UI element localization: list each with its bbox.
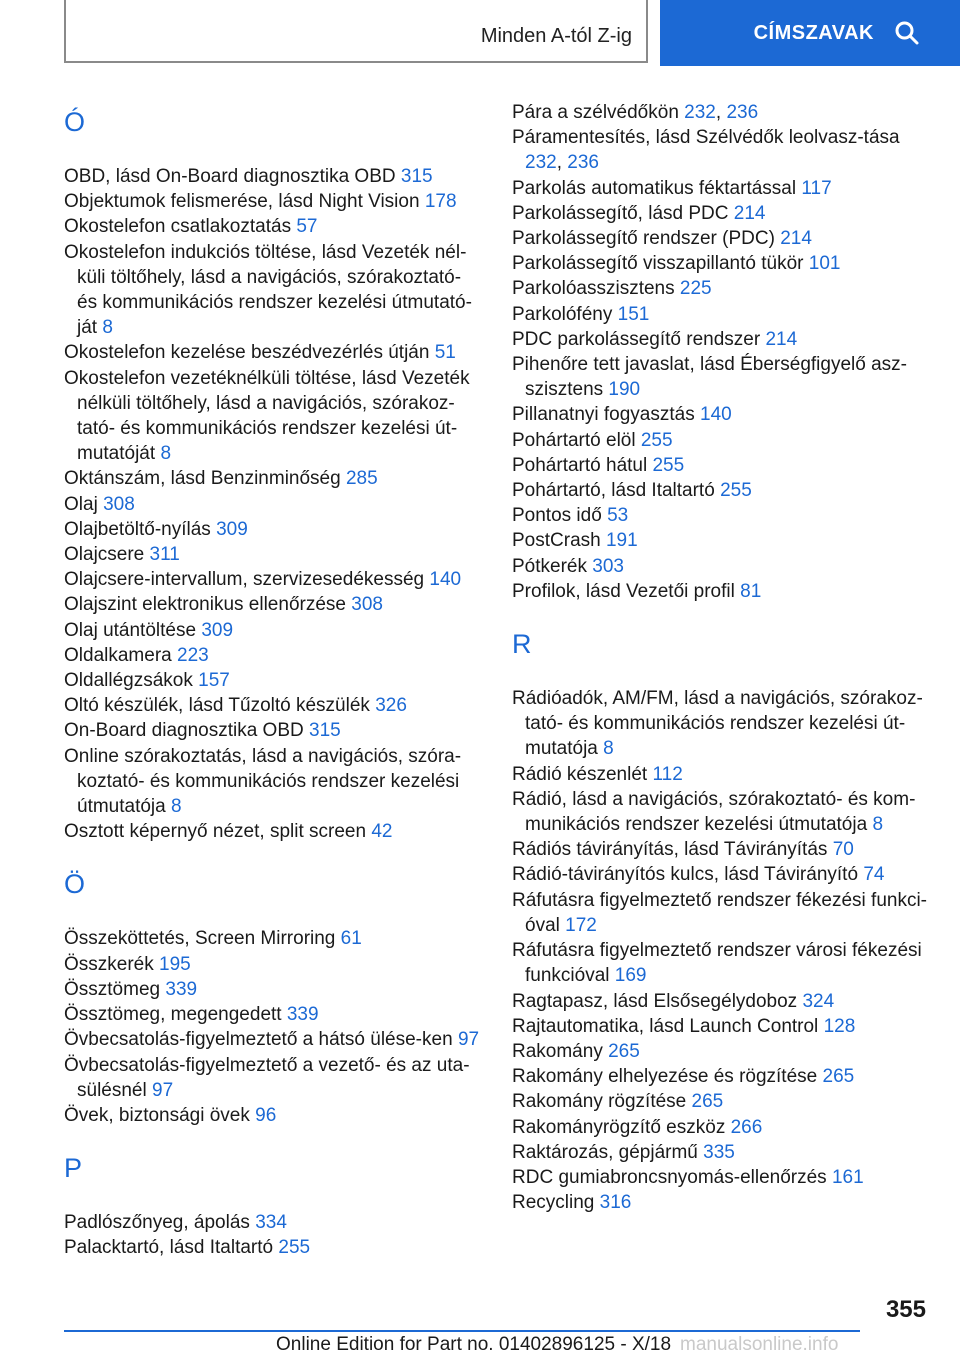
page-link[interactable]: 255: [720, 480, 752, 502]
page-link[interactable]: 232: [684, 102, 716, 123]
index-entry-text: Övek, biztonsági övek: [64, 1104, 250, 1126]
index-entry: [512, 226, 932, 251]
index-entry-text: Rajtautomatika, lásd Launch Control: [512, 1015, 819, 1037]
index-entry-pages: [429, 569, 461, 590]
index-entry: [512, 201, 932, 226]
index-entry: [64, 618, 484, 643]
page-link[interactable]: 96: [255, 1104, 277, 1126]
index-entry-pages: [401, 166, 433, 187]
page-link[interactable]: 225: [679, 278, 712, 300]
index-entry: [64, 668, 484, 693]
index-entry-text: Rádióadók, AM/FM, lásd a navigációs, szórakoz-tató- és kommunikációs rendszer kezelési út-mutatója: [512, 688, 923, 760]
page-link[interactable]: 178: [424, 191, 457, 213]
index-entry-text: Rádió készenlét: [512, 763, 648, 785]
index-entry-text: Parkolássegítő rendszer (PDC): [512, 228, 775, 250]
index-entry-pages: [435, 342, 456, 363]
index-entry: [512, 1089, 932, 1114]
page-link[interactable]: 42: [371, 821, 393, 843]
index-entry: [64, 926, 484, 951]
index-entry-pages: [607, 505, 628, 526]
index-entry-text: Ráfutásra figyelmeztető rendszer fékezési funkci-óval: [512, 889, 928, 936]
page-link[interactable]: 236: [567, 152, 599, 174]
footer-divider: [64, 1330, 860, 1332]
index-entry-text: Oltó készülék, lásd Tűzoltó készülék: [64, 695, 370, 717]
page-link[interactable]: 101: [808, 253, 841, 275]
index-entry-text: Övbecsatolás-figyelmeztető a hátsó ülése-ken: [64, 1029, 453, 1051]
page-link[interactable]: 309: [216, 518, 248, 540]
index-entry-pages: [152, 1080, 173, 1101]
page-link[interactable]: 169: [614, 965, 647, 987]
index-entry: [64, 492, 484, 517]
index-entry-text: Parkolás automatikus féktartással: [512, 177, 797, 199]
page-link[interactable]: 214: [765, 328, 798, 350]
index-entry-pages: [823, 1066, 855, 1087]
index-entry: [64, 1002, 484, 1027]
page-link[interactable]: 140: [700, 404, 732, 426]
index-entry-pages: [608, 1041, 640, 1062]
index-entry: [64, 693, 484, 718]
index-entry-text: RDC gumiabroncsnyomás-ellenőrzés: [512, 1166, 827, 1188]
index-entry: [64, 366, 484, 467]
index-entry: [512, 1115, 932, 1140]
index-entry-pages: [102, 317, 113, 338]
index-entry-text: Olaj: [64, 493, 98, 515]
index-entry-text: Parkolássegítő visszapillantó tükör: [512, 253, 804, 275]
index-entry-text: Palacktartó, lásd Italtartó: [64, 1237, 274, 1259]
index-entry: [512, 762, 932, 787]
tab-keywords-label: CÍMSZAVAK: [753, 21, 874, 44]
index-entry: [512, 787, 932, 837]
index-entry-text: Pontos idő: [512, 505, 602, 527]
index-entry-text: Pohártartó hátul: [512, 454, 648, 476]
page-link[interactable]: 8: [603, 738, 614, 760]
index-entry-pages: [565, 915, 597, 936]
index-entry-pages: [863, 864, 884, 885]
index-entry: [64, 744, 484, 820]
page-link[interactable]: 303: [592, 555, 624, 577]
index-entry-text: Parkolófény: [512, 303, 613, 325]
index-entry-pages: [680, 278, 712, 299]
index-entry: [64, 643, 484, 668]
index-entry-pages: [198, 670, 230, 691]
index-entry: [512, 579, 932, 604]
page-link[interactable]: 8: [160, 443, 172, 465]
index-entry-pages: [296, 216, 317, 237]
index-entry-pages: [720, 480, 752, 501]
index-entry-text: Ragtapasz, lásd Elsősegélydoboz: [512, 990, 798, 1012]
page-link[interactable]: 128: [823, 1015, 856, 1037]
index-entry-text: PostCrash: [512, 530, 601, 552]
index-entry-text: Össztömeg, megengedett: [64, 1004, 282, 1026]
page-link[interactable]: 8: [102, 317, 113, 339]
index-entry: [64, 466, 484, 491]
index-entry-text: PDC parkolássegítő rendszer: [512, 328, 761, 350]
index-entry-pages: [606, 530, 638, 551]
page-link[interactable]: 324: [802, 990, 835, 1012]
index-entry-text: Recycling: [512, 1192, 595, 1214]
section-letter: P: [64, 1153, 83, 1184]
index-entry-pages: [592, 556, 624, 577]
page-link[interactable]: 316: [599, 1192, 632, 1214]
index-entry-pages: [652, 764, 682, 785]
index-entry-text: Rakomány: [512, 1040, 603, 1062]
index-entry-pages: [371, 821, 392, 842]
index-entry: [64, 214, 484, 239]
index-entry-pages: [177, 645, 209, 666]
index-entry-pages: [700, 404, 732, 425]
page-link[interactable]: 74: [863, 864, 885, 886]
index-entry-text: Pára a szélvédőkön: [512, 102, 679, 123]
tab-a-to-z-label: Minden A-tól Z-ig: [480, 25, 632, 47]
page-number: 355: [885, 1296, 926, 1323]
index-entry-pages: [201, 620, 233, 641]
index-entry-pages: [346, 468, 378, 489]
page-link[interactable]: 81: [740, 580, 762, 602]
index-entry-pages: [734, 203, 766, 224]
top-navigation: [0, 0, 960, 66]
page-link[interactable]: 265: [691, 1091, 724, 1113]
index-entry-pages: [341, 928, 362, 949]
page-link[interactable]: 308: [103, 493, 135, 515]
index-entry: [64, 517, 484, 542]
index-entry: [512, 503, 932, 528]
index-entry-text: Objektumok felismerése, lásd Night Vision: [64, 191, 420, 213]
page-link[interactable]: 265: [608, 1040, 640, 1062]
page-link[interactable]: 315: [400, 166, 433, 187]
index-entry-pages: [278, 1237, 310, 1258]
index-entry: [512, 100, 932, 125]
index-entry-text: Oldallégzsákok: [64, 670, 193, 692]
index-entry: [512, 125, 932, 175]
page-link[interactable]: 315: [309, 720, 341, 742]
page-link[interactable]: 190: [608, 379, 641, 401]
page-link[interactable]: 232: [525, 152, 557, 174]
index-entry-text: Rakományrögzítő eszköz: [512, 1116, 726, 1138]
index-entry-text: Összkerék: [64, 953, 154, 975]
page-link[interactable]: 335: [703, 1141, 735, 1163]
index-entry: [64, 1210, 484, 1235]
section-letter: Ö: [64, 869, 86, 900]
index-entry-text: Okostelefon csatlakoztatás: [64, 216, 292, 238]
page-link[interactable]: 223: [177, 644, 209, 666]
index-entry: [512, 837, 932, 862]
index-entry-text: Oktánszám, lásd Benzinminőség: [64, 468, 341, 490]
page-link[interactable]: 161: [831, 1166, 864, 1188]
index-entry-text: Olajcsere-intervallum, szervizesedékesség: [64, 569, 425, 591]
footer-edition: Online Edition for Part no. 01402896125 - X/18: [276, 1334, 672, 1355]
index-entry: [512, 402, 932, 427]
index-entry-text: Raktározás, gépjármű: [512, 1141, 698, 1163]
index-entry-text: Parkolássegítő, lásd PDC: [512, 202, 729, 224]
page-link[interactable]: 53: [607, 505, 629, 527]
index-entry: [64, 592, 484, 617]
index-entry-pages: [740, 581, 761, 602]
index-entry-pages: [608, 379, 640, 400]
index-entry: [512, 478, 932, 503]
index-entry: [512, 1140, 932, 1165]
index-column-left: [64, 100, 484, 1261]
footer-watermark: manualsonline.info: [680, 1334, 839, 1355]
page-link[interactable]: 151: [617, 303, 650, 325]
index-entry-text: Oldalkamera: [64, 644, 172, 666]
index-entry-text: Olajcsere: [64, 544, 145, 566]
page-link[interactable]: 117: [801, 177, 832, 199]
index-entry-text: Okostelefon vezetéknélküli töltése, lásd Vezeték nélküli töltőhely, lásd a navigációs, szórakoz-tató- és kommunikációs rendszer kezelési út-mutatóját: [64, 367, 470, 465]
index-entry-pages: [765, 329, 797, 350]
page-link[interactable]: 191: [605, 530, 638, 552]
page-link[interactable]: 214: [733, 202, 766, 224]
index-entry-pages: [287, 1004, 319, 1025]
index-entry: [512, 1014, 932, 1039]
index-entry-text: Okostelefon kezelése beszédvezérlés útján: [64, 342, 430, 364]
index-entry: [64, 340, 484, 365]
index-entry: [64, 977, 484, 1002]
index-column-right: [512, 100, 932, 1215]
index-entry-text: Pohártartó, lásd Italtartó: [512, 480, 715, 502]
index-entry-text: Okostelefon indukciós töltése, lásd Vezeték nél-küli töltőhely, lásd a navigációs, szórakoztató- és kommunikációs rendszer kezelési útmutató-ját: [64, 241, 472, 339]
index-entry: [512, 453, 932, 478]
page-link[interactable]: 255: [640, 429, 673, 451]
index-entry-pages: [160, 443, 171, 464]
index-entry-text: Összeköttetés, Screen Mirroring: [64, 928, 336, 950]
page-link[interactable]: 172: [565, 914, 597, 936]
index-entry: [512, 176, 932, 201]
index-entry-text: OBD, lásd On-Board diagnosztika OBD: [64, 166, 396, 187]
index-entry: [512, 989, 932, 1014]
page-link[interactable]: 70: [832, 839, 854, 861]
index-entry: [64, 164, 484, 189]
index-entry-pages: [150, 544, 180, 565]
index-entry-pages: [425, 191, 457, 212]
index-entry-text: Rádió-távirányítós kulcs, lásd Távirányító: [512, 864, 859, 886]
index-entry-text: Övbecsatolás-figyelmeztető a vezető- és az uta-sülésnél: [64, 1054, 470, 1101]
index-entry: [64, 819, 484, 844]
index-entry-text: Pótkerék: [512, 555, 587, 577]
index-entry-text: Parkolóasszisztens: [512, 278, 675, 300]
page-link[interactable]: 236: [726, 102, 759, 123]
index-entry-text: Rakomány elhelyezése és rögzítése: [512, 1066, 818, 1088]
page-link[interactable]: 112: [652, 763, 683, 785]
index-entry-pages: [833, 839, 854, 860]
index-entry: [64, 240, 484, 341]
index-entry-pages: [731, 1117, 763, 1138]
index-entry-text: Padlószőnyeg, ápolás: [64, 1212, 250, 1234]
page-link[interactable]: 309: [201, 619, 234, 641]
index-entry-text: Olajbetöltő-nyílás: [64, 518, 211, 540]
index-entry-pages: [603, 738, 614, 759]
index-entry: [512, 528, 932, 553]
page-link[interactable]: 265: [822, 1066, 855, 1088]
index-entry: [512, 327, 932, 352]
index-entry-text: On-Board diagnosztika OBD: [64, 720, 304, 742]
index-entry: [64, 567, 484, 592]
index-entry: [512, 251, 932, 276]
index-entry-pages: [103, 494, 135, 515]
index-entry-pages: [255, 1105, 276, 1126]
index-entry-pages: [802, 991, 834, 1012]
page-link[interactable]: 255: [652, 454, 685, 476]
page-link[interactable]: 8: [171, 796, 182, 818]
index-entry: [512, 1064, 932, 1089]
index-entry: [64, 189, 484, 214]
index-entry: [512, 1165, 932, 1190]
page-link[interactable]: 157: [198, 670, 230, 692]
index-entry-pages: [801, 178, 831, 199]
page-link[interactable]: 214: [780, 228, 812, 250]
page-link[interactable]: 97: [457, 1029, 480, 1051]
page-link[interactable]: 339: [286, 1004, 319, 1026]
page-link[interactable]: 57: [296, 216, 318, 238]
index-entry: [512, 276, 932, 301]
index-entry: [64, 952, 484, 977]
index-entry-pages: [458, 1029, 479, 1050]
index-entry: [64, 718, 484, 743]
section-letter: Ó: [64, 107, 86, 137]
index-entry-text: Rádió, lásd a navigációs, szórakoztató- és kom-munikációs rendszer kezelési útmutatója: [512, 788, 916, 836]
index-entry-pages: [615, 965, 647, 986]
index-entry: [512, 302, 932, 327]
index-entry: [512, 686, 932, 762]
index-entry-pages: [165, 979, 197, 1000]
page-link[interactable]: 195: [159, 953, 191, 975]
index-entry-pages: [375, 695, 407, 716]
page-link[interactable]: 61: [340, 928, 362, 950]
index-entry: [512, 862, 932, 887]
index-entry-text: Rakomány rögzítése: [512, 1091, 687, 1113]
tab-a-to-z[interactable]: [64, 0, 648, 63]
index-entry-pages: [703, 1142, 735, 1163]
index-entry-pages: [159, 954, 191, 975]
page-link[interactable]: 311: [149, 544, 180, 566]
index-entry-pages: [255, 1212, 287, 1233]
index-entry-text: Osztott képernyő nézet, split screen: [64, 821, 367, 843]
page-link[interactable]: 8: [872, 814, 884, 836]
index-entry-pages: [600, 1192, 632, 1213]
index-entry: [64, 1027, 484, 1052]
index-entry-text: Online szórakoztatás, lásd a navigációs, szóra-koztató- és kommunikációs rendszer kezelési útmutatója: [64, 745, 462, 818]
page-link[interactable]: 326: [375, 695, 407, 717]
index-entry-pages: [809, 253, 841, 274]
page-link[interactable]: 339: [165, 978, 198, 1000]
page-link[interactable]: 308: [351, 594, 383, 616]
index-entry-text: Olajszint elektronikus ellenőrzése: [64, 594, 346, 616]
index-entry: [512, 428, 932, 453]
index-entry: [512, 1190, 932, 1215]
index-entry: [512, 554, 932, 579]
index-entry: [64, 542, 484, 567]
index-entry-pages: [872, 814, 883, 835]
index-entry-text: Olaj utántöltése: [64, 619, 197, 641]
index-entry: [512, 352, 932, 402]
index-entry-text: Pihenőre tett javaslat, lásd Éberségfigyelő asz-szisztens: [512, 354, 907, 401]
page-link[interactable]: 51: [434, 342, 456, 364]
index-entry: [64, 1103, 484, 1128]
index-entry: [64, 1053, 484, 1103]
page-link[interactable]: 285: [345, 468, 378, 490]
page-link[interactable]: 334: [255, 1212, 287, 1234]
index-entry-pages: [652, 455, 684, 476]
index-entry-text: Profilok, lásd Vezetői profil: [512, 580, 735, 602]
index-entry-pages: [171, 796, 182, 817]
page-link[interactable]: 266: [730, 1116, 763, 1138]
index-entry: [64, 1235, 484, 1260]
index-entry: [512, 1039, 932, 1064]
index-entry-pages: [216, 519, 248, 540]
index-entry-pages: [641, 430, 673, 451]
index-entry-pages: 232, 236: [684, 102, 759, 123]
index-entry-pages: [351, 594, 383, 615]
index-entry-pages: [618, 304, 650, 325]
index-entry-text: Rádiós távirányítás, lásd Távirányítás: [512, 839, 828, 861]
index-entry-text: Pohártartó elöl: [512, 429, 636, 451]
index-entry-text: Páramentesítés, lásd Szélvédők leolvasz-tása: [512, 127, 900, 149]
index-entry-text: Pillanatnyi fogyasztás: [512, 404, 695, 426]
index-entry-text: Össztömeg: [64, 978, 161, 1000]
tab-keywords[interactable]: [660, 0, 960, 66]
index-entry-pages: [692, 1091, 724, 1112]
index-entry-text: Ráfutásra figyelmeztető rendszer városi fékezési funkcióval: [512, 940, 922, 987]
search-icon: [894, 20, 920, 46]
section-letter: R: [512, 629, 532, 660]
index-entry-pages: [780, 228, 812, 249]
index-entry-pages: 232, 236: [525, 152, 599, 174]
index-entry-pages: [832, 1167, 864, 1188]
index-entry-pages: [824, 1016, 856, 1037]
index-entry: [512, 938, 932, 988]
index-entry-pages: [309, 720, 341, 741]
index-entry: [512, 888, 932, 938]
page-link[interactable]: 255: [278, 1237, 311, 1259]
page-link[interactable]: 140: [429, 569, 462, 591]
page-link[interactable]: 97: [152, 1079, 174, 1101]
